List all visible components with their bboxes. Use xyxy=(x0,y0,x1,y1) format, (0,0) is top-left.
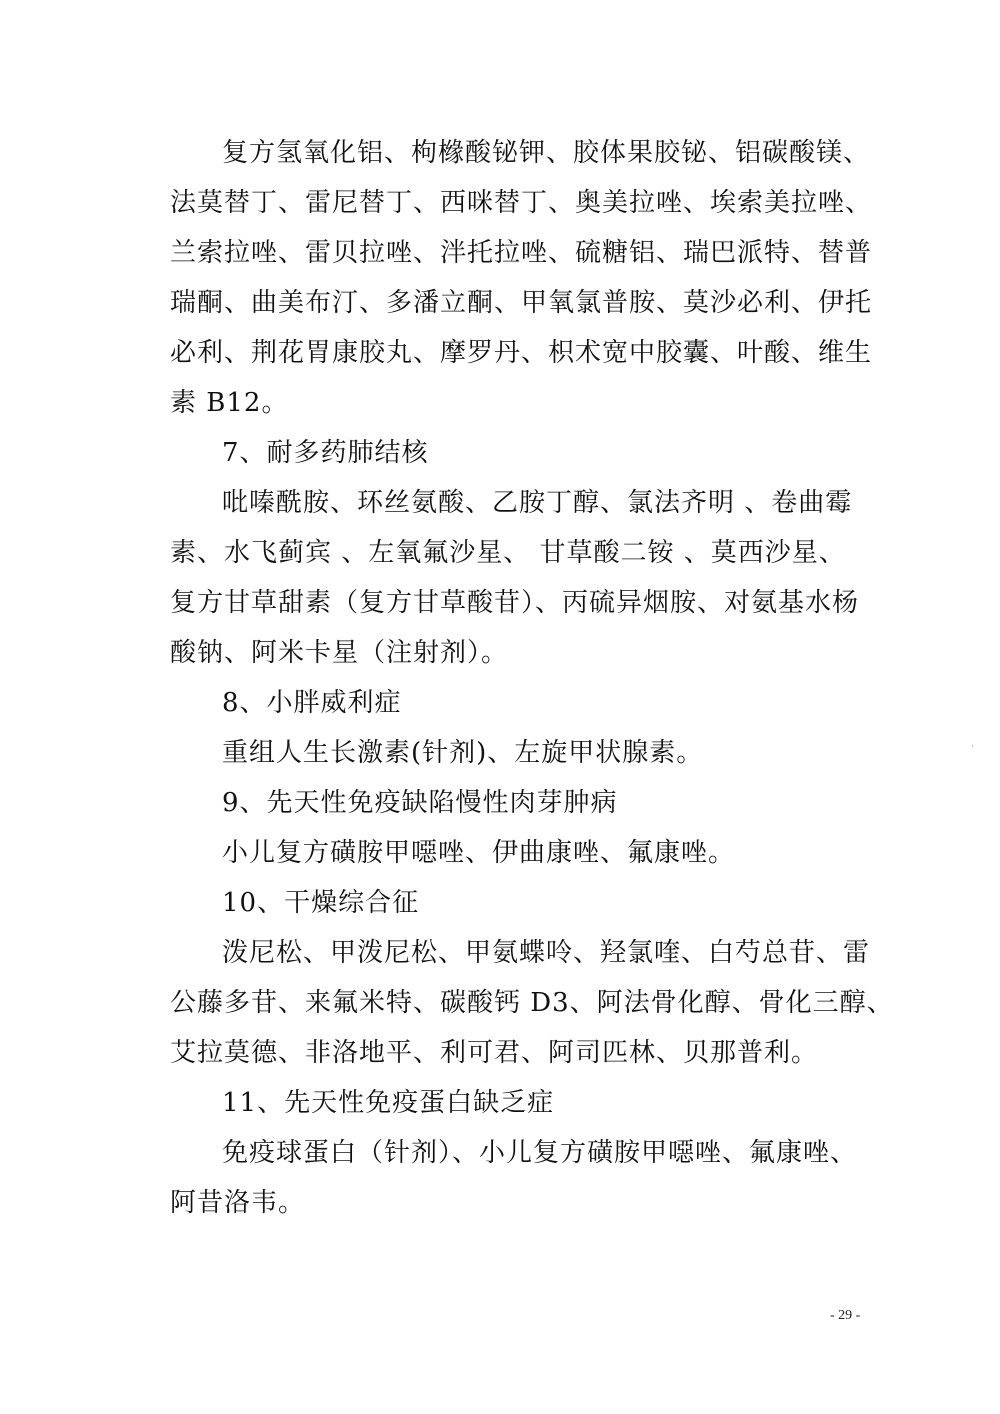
paragraph-line: 素 B12。 xyxy=(170,388,289,418)
section-heading-11: 11、先天性免疫蛋白缺乏症 xyxy=(222,1088,555,1118)
paragraph-line: 小儿复方磺胺甲噁唑、伊曲康唑、氟康唑。 xyxy=(222,838,736,868)
paragraph-line: 兰索拉唑、雷贝拉唑、泮托拉唑、硫糖铝、瑞巴派特、替普 xyxy=(170,238,873,268)
paragraph-line: 泼尼松、甲泼尼松、甲氨蝶呤、羟氯喹、白芍总苷、雷 xyxy=(222,938,871,968)
paragraph-line: 重组人生长激素(针剂)、左旋甲状腺素。 xyxy=(222,738,704,768)
paragraph-line: 酸钠、阿米卡星（注射剂）。 xyxy=(170,638,509,668)
paragraph-line: 复方氢氧化铝、枸橼酸铋钾、胶体果胶铋、铝碳酸镁、 xyxy=(222,138,871,168)
paragraph-line: 免疫球蛋白（针剂）、小儿复方磺胺甲噁唑、氟康唑、 xyxy=(222,1138,858,1168)
scan-mark xyxy=(972,745,973,747)
paragraph-line: 素、水飞蓟宾 、左氧氟沙星、 甘草酸二铵 、莫西沙星、 xyxy=(170,538,846,568)
section-heading-10: 10、干燥综合征 xyxy=(222,888,420,918)
paragraph-line: 公藤多苷、来氟米特、碳酸钙 D3、阿法骨化醇、骨化三醇、 xyxy=(170,988,894,1018)
section-heading-7: 7、耐多药肺结核 xyxy=(222,438,429,468)
paragraph-line: 必利、荆花胃康胶丸、摩罗丹、枳术宽中胶囊、叶酸、维生 xyxy=(170,338,873,368)
section-heading-8: 8、小胖威利症 xyxy=(222,688,402,718)
paragraph-line: 法莫替丁、雷尼替丁、西咪替丁、奥美拉唑、埃索美拉唑、 xyxy=(170,188,873,218)
paragraph-line: 吡嗪酰胺、环丝氨酸、乙胺丁醇、氯法齐明 、卷曲霉 xyxy=(222,488,853,518)
paragraph-line: 瑞酮、曲美布汀、多潘立酮、甲氧氯普胺、莫沙必利、伊托 xyxy=(170,288,873,318)
paragraph-line: 阿昔洛韦。 xyxy=(170,1188,306,1218)
paragraph-line: 复方甘草甜素（复方甘草酸苷）、丙硫异烟胺、对氨基水杨 xyxy=(170,588,860,618)
page-number: - 29 - xyxy=(830,1308,861,1323)
paragraph-line: 艾拉莫德、非洛地平、利可君、阿司匹林、贝那普利。 xyxy=(170,1038,819,1068)
section-heading-9: 9、先天性免疫缺陷慢性肉芽肿病 xyxy=(222,788,618,818)
